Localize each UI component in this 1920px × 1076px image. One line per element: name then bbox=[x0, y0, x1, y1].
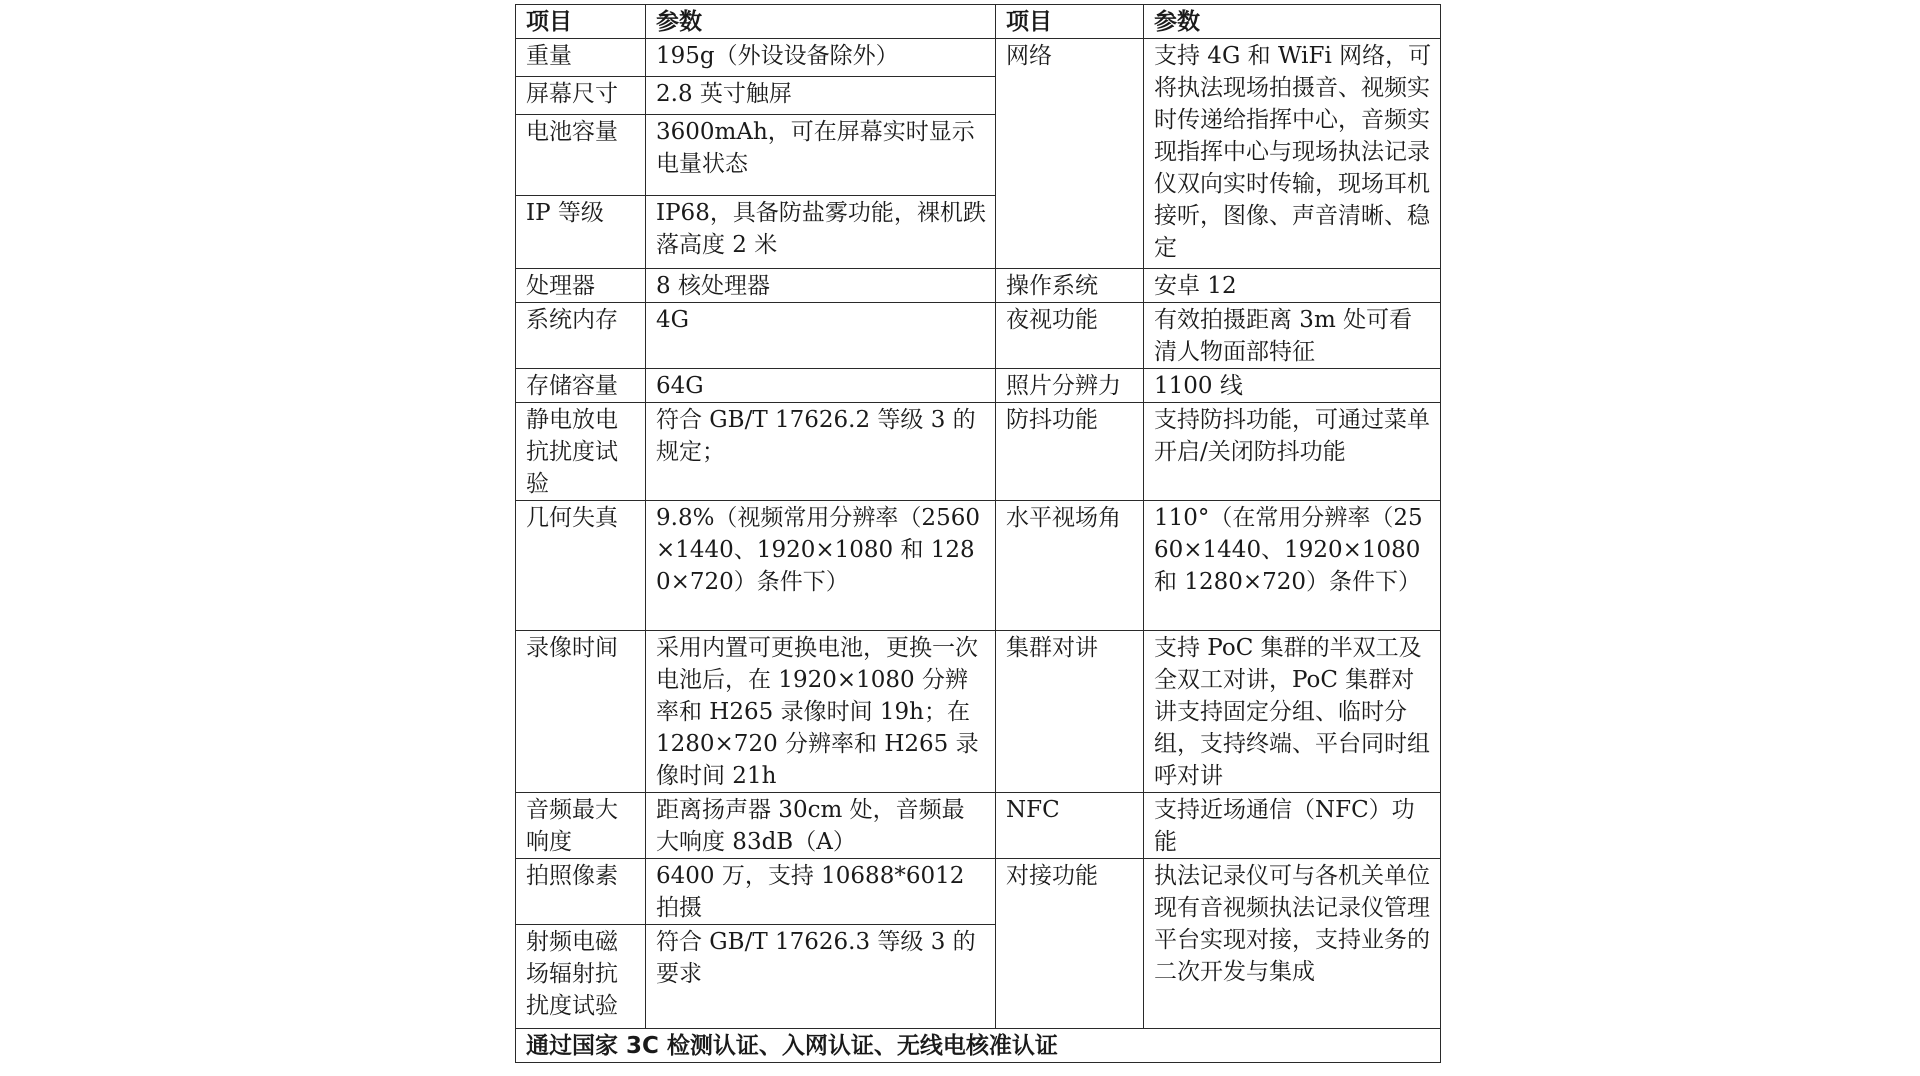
value-audio: 距离扬声器 30cm 处，音频最大响度 83dB（A） bbox=[646, 793, 996, 859]
label-weight: 重量 bbox=[516, 39, 646, 77]
label-resolution: 照片分辨力 bbox=[996, 369, 1144, 403]
table-row bbox=[516, 303, 1441, 369]
header-param-2: 参数 bbox=[1144, 5, 1441, 39]
label-record: 录像时间 bbox=[516, 631, 646, 793]
table-row bbox=[516, 859, 1441, 925]
label-distortion: 几何失真 bbox=[516, 501, 646, 631]
value-distortion: 9.8%（视频常用分辨率（2560×1440、1920×1080 和 1280×720）条件下） bbox=[646, 501, 996, 631]
label-nfc: NFC bbox=[996, 793, 1144, 859]
label-os: 操作系统 bbox=[996, 269, 1144, 303]
label-ip: IP 等级 bbox=[516, 196, 646, 269]
value-photo: 6400 万，支持 10688*6012 拍摄 bbox=[646, 859, 996, 925]
label-storage: 存储容量 bbox=[516, 369, 646, 403]
table-row bbox=[516, 793, 1441, 859]
value-ram: 4G bbox=[646, 303, 996, 369]
value-night: 有效拍摄距离 3m 处可看清人物面部特征 bbox=[1144, 303, 1441, 369]
value-esd: 符合 GB/T 17626.2 等级 3 的规定； bbox=[646, 403, 996, 501]
value-storage: 64G bbox=[646, 369, 996, 403]
table-header-row bbox=[516, 5, 1441, 39]
label-audio: 音频最大响度 bbox=[516, 793, 646, 859]
value-screen: 2.8 英寸触屏 bbox=[646, 77, 996, 115]
value-stabilize: 支持防抖功能，可通过菜单开启/关闭防抖功能 bbox=[1144, 403, 1441, 501]
value-dock: 执法记录仪可与各机关单位现有音视频执法记录仪管理平台实现对接，支持业务的二次开发与集成 bbox=[1144, 859, 1441, 1029]
table-footer-row bbox=[516, 1029, 1441, 1063]
label-night: 夜视功能 bbox=[996, 303, 1144, 369]
value-weight: 195g（外设设备除外） bbox=[646, 39, 996, 77]
header-param-1: 参数 bbox=[646, 5, 996, 39]
label-cpu: 处理器 bbox=[516, 269, 646, 303]
label-dock: 对接功能 bbox=[996, 859, 1144, 1029]
value-ip: IP68，具备防盐雾功能，裸机跌落高度 2 米 bbox=[646, 196, 996, 269]
value-rf: 符合 GB/T 17626.3 等级 3 的要求 bbox=[646, 925, 996, 1029]
value-network: 支持 4G 和 WiFi 网络，可将执法现场拍摄音、视频实时传递给指挥中心，音频实现指挥中心与现场执法记录仪双向实时传输，现场耳机接听，图像、声音清晰、稳定 bbox=[1144, 39, 1441, 269]
value-fov: 110°（在常用分辨率（2560×1440、1920×1080 和 1280×720）条件下） bbox=[1144, 501, 1441, 631]
label-stabilize: 防抖功能 bbox=[996, 403, 1144, 501]
label-rf: 射频电磁场辐射抗扰度试验 bbox=[516, 925, 646, 1029]
label-screen: 屏幕尺寸 bbox=[516, 77, 646, 115]
value-nfc: 支持近场通信（NFC）功能 bbox=[1144, 793, 1441, 859]
value-cpu: 8 核处理器 bbox=[646, 269, 996, 303]
header-item-2: 项目 bbox=[996, 5, 1144, 39]
label-fov: 水平视场角 bbox=[996, 501, 1144, 631]
table-row bbox=[516, 631, 1441, 793]
label-network: 网络 bbox=[996, 39, 1144, 269]
certification-note: 通过国家 3C 检测认证、入网认证、无线电核准认证 bbox=[516, 1029, 1441, 1063]
table-row bbox=[516, 269, 1441, 303]
table-row bbox=[516, 39, 1441, 77]
value-resolution: 1100 线 bbox=[1144, 369, 1441, 403]
value-os: 安卓 12 bbox=[1144, 269, 1441, 303]
value-battery: 3600mAh，可在屏幕实时显示电量状态 bbox=[646, 115, 996, 196]
label-battery: 电池容量 bbox=[516, 115, 646, 196]
table-row bbox=[516, 369, 1441, 403]
header-item-1: 项目 bbox=[516, 5, 646, 39]
value-record: 采用内置可更换电池，更换一次电池后，在 1920×1080 分辨率和 H265 录像时间 19h；在 1280×720 分辨率和 H265 录像时间 21h bbox=[646, 631, 996, 793]
value-ptt: 支持 PoC 集群的半双工及全双工对讲，PoC 集群对讲支持固定分组、临时分组，支持终端、平台同时组呼对讲 bbox=[1144, 631, 1441, 793]
spec-table bbox=[515, 4, 1441, 1063]
table-row bbox=[516, 403, 1441, 501]
table-row bbox=[516, 501, 1441, 631]
label-ram: 系统内存 bbox=[516, 303, 646, 369]
label-ptt: 集群对讲 bbox=[996, 631, 1144, 793]
label-photo: 拍照像素 bbox=[516, 859, 646, 925]
label-esd: 静电放电抗扰度试验 bbox=[516, 403, 646, 501]
